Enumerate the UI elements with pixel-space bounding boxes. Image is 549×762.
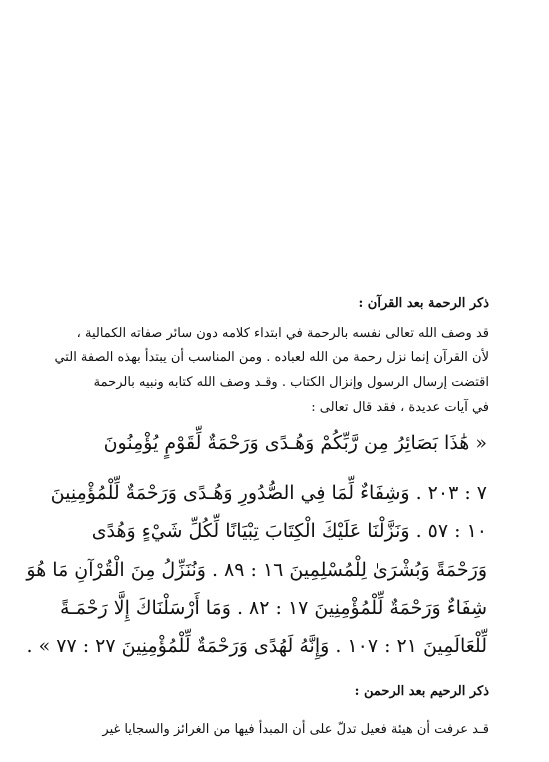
section-heading-rahma-after-quran: ذكر الرحمة بعد القرآن : — [358, 296, 489, 311]
paragraph-line-3: اقتضت إرسال الرسول وإنزال الكتاب . وقـد وصف الله كتابه ونبيه بالرحمة — [93, 375, 489, 390]
quran-verse-line-5: شِفَاءٌ وَرَحْمَةٌ لِّلْمُؤْمِنِينَ ١٧ : ٨٢ . وَمَا أَرْسَلْنَاكَ إِلَّا رَحْمَـةً — [60, 597, 487, 619]
section-heading-rahim-after-rahman: ذكر الرحيم بعد الرحمن : — [354, 684, 489, 699]
quran-verse-line-4: وَرَحْمَةً وَبُشْرَىٰ لِلْمُسْلِمِينَ ١٦ : ٨٩ . وَنُنَزِّلُ مِنَ الْقُرْآنِ مَا هُوَ — [26, 559, 487, 581]
paragraph-line-5: قـد عرفت أن هيئة فعيل تدلّ على أن المبدأ فيها من الغرائز والسجايا غير — [102, 722, 489, 737]
paragraph-line-2: لأن القرآن إنما نزل رحمة من الله لعباده . ومن المناسب أن يبتدأ بهذه الصفة التي — [54, 350, 489, 365]
quran-verse-line-6: لِّلْعَالَمِينَ ٢١ : ١٠٧ . وَإِنَّهُ لَهُدًى وَرَحْمَةٌ لِّلْمُؤْمِنِينَ ٢٧ : ٧٧ » . — [26, 635, 487, 657]
quran-verse-line-1: « هَٰذَا بَصَائِرُ مِن رَّبِّكُمْ وَهُـدًى وَرَحْمَةٌ لِّقَوْمٍ يُؤْمِنُونَ — [103, 432, 487, 454]
paragraph-line-4: في آيات عديدة ، فقد قال تعالى : — [311, 400, 489, 415]
paragraph-line-1: قد وصف الله تعالى نفسه بالرحمة في ابتداء كلامه دون سائر صفاته الكمالية ، — [76, 326, 489, 341]
quran-verse-line-3: ١٠ : ٥٧ . وَنَزَّلْنَا عَلَيْكَ الْكِتَابَ تِبْيَانًا لِّكُلِّ شَيْءٍ وَهُدًى — [91, 520, 487, 542]
quran-verse-line-2: ٧ : ٢٠٣ . وَشِفَاءٌ لِّمَا فِي الصُّدُورِ وَهُـدًى وَرَحْمَةٌ لِّلْمُؤْمِنِينَ — [50, 482, 487, 504]
